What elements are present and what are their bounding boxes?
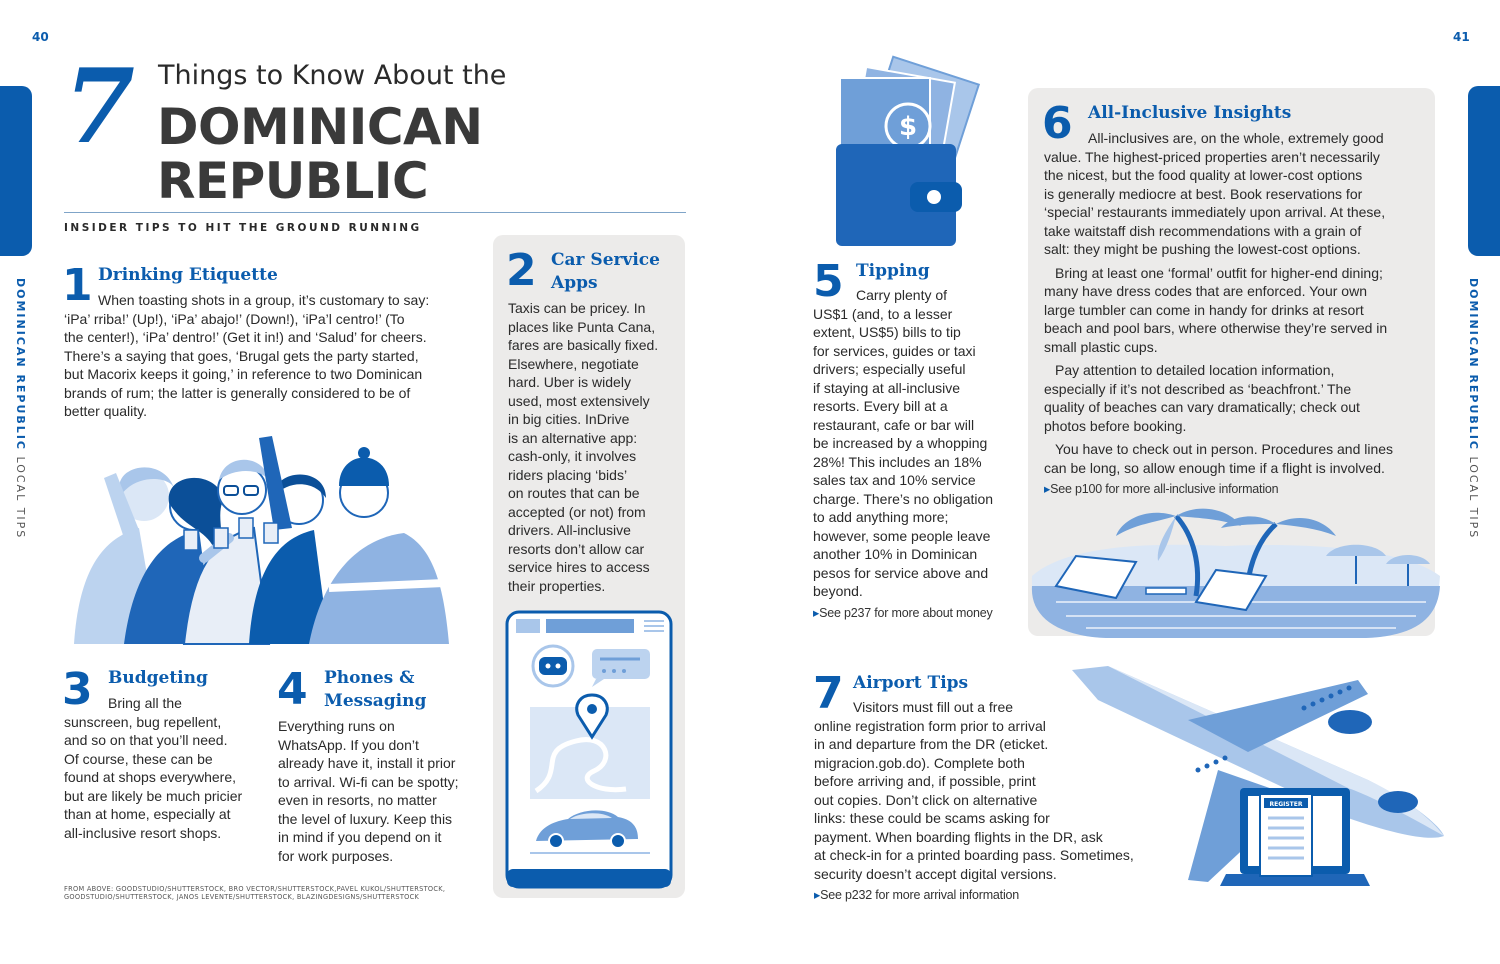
- text-line: drivers; especially useful: [813, 361, 966, 377]
- text-line: places like Punta Cana,: [508, 318, 656, 335]
- text-line: beach and pool bars, where otherwise they’re served in: [1044, 320, 1388, 336]
- register-button-label: REGISTER: [1269, 801, 1303, 808]
- text-line: photos before booking.: [1044, 417, 1187, 434]
- text-line: ‘special’ restaurants immediately upon arrival. At these,: [1044, 204, 1386, 220]
- text-line: take waitstaff dish recommendations with a grain of: [1044, 222, 1362, 239]
- wallet-illustration: [826, 56, 978, 248]
- text-line: all-inclusive resort shops.: [64, 824, 222, 841]
- text-line: accepted (or not) from: [508, 503, 646, 520]
- text-line: cash-only, it involves: [508, 448, 637, 464]
- text-line: than at home, especially at: [64, 806, 231, 822]
- text-line: fares are basically fixed.: [508, 337, 659, 353]
- text-line: found at shops everywhere,: [64, 769, 236, 785]
- text-line: links: these could be scams asking for: [814, 810, 1050, 826]
- text-line: many have dress codes that are enforced. Your own: [1044, 283, 1367, 299]
- tip-number-4: 4: [277, 664, 308, 715]
- text-line: riders placing ‘bids’: [508, 466, 628, 483]
- tip-heading-3: Budgeting: [108, 668, 208, 688]
- tip-heading-5: Tipping: [856, 261, 930, 281]
- tip-heading-1: Drinking Etiquette: [98, 265, 278, 285]
- text-line: migracion.gob.do). Complete both: [814, 754, 1025, 771]
- credit-line: GOODSTUDIO/SHUTTERSTOCK, JANOS LEVENTE/SHUTTERSTOCK, BLAZINGDESIGNS/SHUTTERSTOCK: [64, 893, 420, 901]
- page-number-left: 40: [32, 30, 49, 44]
- text-line: US$1 (and, to a lesser: [813, 305, 953, 322]
- see-also-link[interactable]: ▸ See p100 for more all-inclusive information: [1044, 480, 1429, 499]
- text-line: especially if it’s not described as ‘beachfront.’ The: [1044, 380, 1352, 397]
- text-line: for services, guides or taxi: [813, 342, 976, 359]
- text-line: online registration form prior to arrival: [814, 717, 1046, 734]
- text-line: sales tax and 10% service: [813, 472, 976, 488]
- heading-line: Apps: [551, 273, 598, 293]
- title-number: 7: [64, 47, 131, 167]
- text-line: is generally mediocre at best. Book reservations for: [1044, 185, 1363, 202]
- text-line: beyond.: [813, 583, 863, 599]
- tip-number-6: 6: [1042, 98, 1073, 149]
- text-line: Bring all the: [108, 695, 182, 711]
- text-line: to arrival. Wi-fi can be spotty;: [278, 773, 459, 790]
- running-head-section: LOCAL TIPS: [1467, 456, 1480, 540]
- text-line: Carry plenty of: [856, 287, 948, 303]
- text-line: the nicest, but the food quality at lower-cost options: [1044, 167, 1363, 183]
- text-line: before arriving and, if possible, print: [814, 773, 1036, 789]
- text-line: 28%! This includes an 18%: [813, 453, 982, 470]
- photo-credits: [64, 885, 445, 901]
- tip-body-5: [813, 286, 1013, 622]
- tip-number-3: 3: [62, 664, 93, 715]
- text-line: payment. When boarding flights in the DR, ask: [814, 828, 1103, 845]
- text-line: in mind if you depend on it: [278, 829, 442, 845]
- running-head-left: [14, 278, 27, 539]
- tip-heading-6: All-Inclusive Insights: [1088, 103, 1292, 123]
- text-line: pesos for service above and: [813, 564, 989, 581]
- tip-heading-7: Airport Tips: [853, 673, 969, 693]
- text-line: but are likely be much pricier: [64, 787, 243, 804]
- text-line: but Macorix keeps it going,’ in reference to two Dominican: [64, 366, 423, 382]
- tip-body-4: [278, 717, 478, 865]
- text-line: large tumbler can come in handy for drinks at resort: [1044, 301, 1364, 318]
- tip-body-3: [64, 694, 264, 842]
- running-head-section: LOCAL TIPS: [14, 456, 27, 540]
- text-line: can be long, so allow enough time if a flight is involved.: [1044, 459, 1385, 476]
- text-line: and so on that you’ll need.: [64, 732, 228, 748]
- text-line: restaurant, cafe or bar will: [813, 416, 975, 433]
- paragraph: [1044, 129, 1429, 259]
- text-line: Elsewhere, negotiate: [508, 355, 639, 372]
- side-tab-right: [1468, 86, 1500, 256]
- heading-line: Car Service: [551, 250, 660, 270]
- text-line: There’s a saying that goes, ‘Brugal gets the party started,: [64, 347, 419, 364]
- text-line: is an alternative app:: [508, 429, 638, 446]
- heading-line: Phones &: [324, 668, 415, 688]
- text-line: Everything runs on: [278, 718, 395, 734]
- text-line: out copies. Don’t click on alternative: [814, 791, 1038, 808]
- text-line: brands of rum; the latter is generally considered to be of: [64, 384, 411, 401]
- page-number-right: 41: [1453, 30, 1470, 44]
- text-line: for work purposes.: [278, 847, 394, 864]
- svg-text:$: $: [898, 112, 918, 142]
- tip-number-7: 7: [813, 668, 844, 719]
- text-line: Bring at least one ‘formal’ outfit for higher-end dining;: [1055, 264, 1383, 281]
- text-line: security doesn’t accept digital versions.: [814, 865, 1057, 882]
- text-line: in big cities. InDrive: [508, 411, 630, 427]
- text-line: extent, US$5) bills to tip: [813, 324, 961, 340]
- text-line: the center!), ‘iPa’ dentro!’ (Get it in!) and ‘Salud’ for cheers.: [64, 329, 427, 345]
- see-also-link[interactable]: ▸ See p237 for more about money: [813, 604, 1013, 623]
- text-line: in and departure from the DR (eticket.: [814, 736, 1049, 752]
- text-line: You have to check out in person. Procedures and lines: [1055, 441, 1394, 457]
- text-line: WhatsApp. If you don’t: [278, 736, 419, 753]
- text-line: sunscreen, bug repellent,: [64, 713, 222, 730]
- subtitle: INSIDER TIPS TO HIT THE GROUND RUNNING: [64, 222, 422, 234]
- text-line: even in resorts, no matter: [278, 792, 437, 808]
- text-line: salt: they might be pushing the lowest-cost options.: [1044, 241, 1361, 257]
- tip-heading-4: [324, 667, 426, 713]
- text-line: if staying at all-inclusive: [813, 379, 961, 396]
- text-line: on routes that can be: [508, 485, 640, 501]
- text-line: All-inclusives are, on the whole, extremely good: [1088, 130, 1384, 146]
- text-line: already have it, install it prior: [278, 755, 456, 771]
- text-line: better quality.: [64, 403, 148, 419]
- beach-resort-illustration: [1026, 506, 1442, 642]
- title-rule: [64, 212, 686, 213]
- text-line: their properties.: [508, 577, 606, 594]
- paragraph: [1044, 361, 1429, 435]
- text-line: used, most extensively: [508, 392, 650, 409]
- credit-line: FROM ABOVE: GOODSTUDIO/SHUTTERSTOCK, BRO VECTOR/SHUTTERSTOCK,PAVEL KUKOL/SHUTTERSTOCK,: [64, 885, 446, 893]
- text-line: drivers. All-inclusive: [508, 522, 631, 538]
- airplane-laptop-illustration: [1068, 660, 1450, 900]
- side-tab-left: [0, 86, 32, 256]
- paragraph: [1044, 440, 1429, 477]
- tip-number-5: 5: [813, 256, 844, 307]
- text-line: however, some people leave: [813, 527, 991, 544]
- see-also-link[interactable]: ▸ See p232 for more arrival information: [814, 886, 1174, 905]
- text-line: quality of beaches can vary dramatically; check out: [1044, 399, 1360, 415]
- title-line-2: DOMINICAN: [157, 98, 483, 156]
- text-line: Taxis can be pricey. In: [508, 300, 646, 316]
- text-line: small plastic cups.: [1044, 338, 1158, 355]
- text-line: be increased by a whopping: [813, 435, 988, 451]
- text-line: Pay attention to detailed location information,: [1055, 362, 1335, 378]
- text-line: hard. Uber is widely: [508, 374, 631, 390]
- running-head-right: [1467, 278, 1480, 539]
- people-toasting-illustration: [64, 418, 454, 644]
- title-line-3: REPUBLIC: [157, 152, 429, 210]
- phone-map-illustration: [506, 611, 672, 888]
- text-line: charge. There’s no obligation: [813, 490, 994, 507]
- text-line: Of course, these can be: [64, 750, 213, 767]
- text-line: to add anything more;: [813, 509, 949, 525]
- tip-number-1: 1: [62, 260, 93, 311]
- text-line: another 10% in Dominican: [813, 546, 978, 562]
- heading-line: Messaging: [324, 691, 427, 711]
- text-line: ‘iPa’ rriba!’ (Up!), ‘iPa’ abajo!’ (Down!), ‘iPa’l centro!’ (To: [64, 310, 405, 327]
- running-head-country: DOMINICAN REPUBLIC: [14, 278, 27, 451]
- tip-body-1: [64, 291, 474, 421]
- running-head-country: DOMINICAN REPUBLIC: [1467, 278, 1480, 451]
- text-line: resorts. Every bill at a: [813, 398, 948, 414]
- text-line: at check-in for a printed boarding pass. Sometimes,: [814, 847, 1134, 863]
- tip-heading-2: [551, 249, 660, 295]
- text-line: value. The highest-priced properties aren’t necessarily: [1044, 148, 1380, 165]
- text-line: resorts don’t allow car: [508, 540, 645, 557]
- paragraph: [1044, 264, 1429, 357]
- text-line: When toasting shots in a group, it’s customary to say:: [98, 292, 430, 308]
- text-line: Visitors must fill out a free: [853, 699, 1014, 715]
- tip-body-6: [1044, 129, 1429, 499]
- text-line: service hires to access: [508, 559, 650, 575]
- tip-body-2: [508, 299, 678, 595]
- title-line-1: Things to Know About the: [158, 60, 507, 91]
- tip-number-2: 2: [506, 245, 537, 296]
- text-line: the level of luxury. Keep this: [278, 810, 453, 827]
